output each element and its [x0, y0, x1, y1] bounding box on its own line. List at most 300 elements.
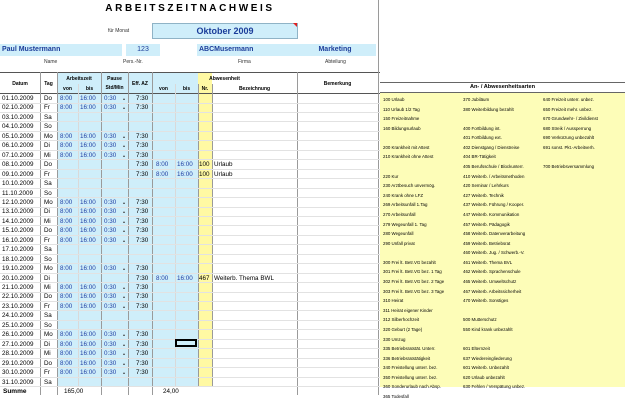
cell-bis[interactable]: 16:00 [80, 142, 96, 150]
cell-pause[interactable]: 0:30 [104, 350, 117, 358]
absence-type-item: 301 Frei lt. Betr.VG bez. 1 Tag [383, 269, 442, 275]
cell-eff[interactable]: 7:30 [136, 293, 149, 301]
cell-eff[interactable]: 7:30 [136, 369, 149, 377]
cell-pause[interactable]: 0:30 [104, 265, 117, 273]
absence-type-item: 465 Weiterb. Umweltschutz [463, 279, 517, 285]
cell-von[interactable]: 8:00 [60, 350, 73, 358]
table-row [0, 217, 380, 226]
col-header-bemerkung: Bemerkung [323, 81, 352, 87]
absence-type-item: 700 Betriebsversammlung [543, 164, 595, 170]
table-row [0, 292, 380, 301]
absence-type-item: 420 Seminar / Lehrkurs [463, 183, 509, 189]
cell-day: So [44, 189, 52, 197]
summe-label: Summe [3, 388, 27, 395]
cell-abis[interactable]: 16:00 [177, 274, 193, 282]
table-row [0, 311, 380, 320]
page-title: ARBEITSZEITNACHWEIS [105, 3, 275, 14]
pers-nr-field[interactable]: 123 [126, 44, 160, 56]
cell-nr[interactable]: 100 [199, 161, 210, 169]
table-row [0, 274, 380, 283]
table-row [0, 160, 380, 169]
cell-day: Mi [44, 217, 51, 225]
cell-date: 29.10.2009 [2, 359, 34, 367]
cell-day: Di [44, 142, 50, 150]
absence-type-item: 470 Weiterb. Sonstiges [463, 298, 509, 304]
cell-day: Mo [44, 331, 53, 339]
absence-type-item: 210 Krankheit ohne Attest [383, 154, 434, 160]
department-field[interactable]: Marketing [294, 44, 376, 56]
cell-day: Sa [44, 180, 52, 188]
col-header-pause-unit: Std/Min [105, 85, 124, 91]
table-row [0, 122, 380, 131]
absence-type-item: 620 Urlaub unbezahlt [463, 374, 505, 380]
absence-type-item: 350 Freistellung unterr. bez. [383, 374, 438, 380]
absence-type-item: 335 Betriebsratstät. Unterr. [383, 346, 436, 352]
cell-von[interactable]: 8:00 [60, 217, 73, 225]
cell-von[interactable]: 8:00 [60, 359, 73, 367]
month-label: für Monat [108, 28, 130, 34]
table-row [0, 170, 380, 179]
cell-pause[interactable]: 0:30 [104, 217, 117, 225]
cell-pause[interactable]: 0:30 [104, 132, 117, 140]
cell-day: Mi [44, 151, 51, 159]
cell-eff[interactable]: 7:30 [136, 350, 149, 358]
absence-type-item: 680 Streik / Aussperrung [543, 125, 592, 131]
col-header-abw-bis: bis [182, 86, 191, 92]
summe-abwesenheit: 24,00 [163, 388, 179, 395]
cell-date: 14.10.2009 [2, 217, 34, 225]
cell-von[interactable]: 8:00 [60, 198, 73, 206]
row-separator [0, 386, 380, 387]
absence-type-item: 230 Arztbesuch unvermög. [383, 183, 436, 189]
cell-day: Sa [44, 113, 52, 121]
cell-bis[interactable]: 16:00 [80, 265, 96, 273]
cell-day: So [44, 255, 52, 263]
absence-type-item: 467 Weiterb. Arbeitssicherheit [463, 288, 522, 294]
col-header-bezeichnung: Bezeichnung [238, 86, 271, 92]
table-row [0, 255, 380, 264]
absence-type-item [383, 248, 453, 258]
cell-eff[interactable]: 7:30 [136, 170, 149, 178]
cell-date: 24.10.2009 [2, 312, 34, 320]
col-header-tag: Tag [44, 81, 53, 87]
cell-date: 11.10.2009 [2, 189, 34, 197]
cell-date: 28.10.2009 [2, 350, 34, 358]
cell-day: Do [44, 293, 53, 301]
absence-type-item: 340 Freistellung unterr. bez. [383, 365, 438, 371]
cell-bis[interactable]: 16:00 [80, 359, 96, 367]
cell-von[interactable]: 8:00 [60, 340, 73, 348]
absence-type-item: 500 Mutterschutz [463, 317, 497, 323]
cell-von[interactable]: 8:00 [60, 293, 73, 301]
absence-type-item: 110 Urlaub 1/2 Tag [383, 106, 420, 112]
cell-bez[interactable]: Urlaub [214, 170, 233, 178]
spin-arrow-icon[interactable]: ▴ [123, 285, 126, 290]
absence-type-item [383, 162, 453, 172]
absence-type-item: 405 Berufsschule / Blockunterr. [463, 164, 524, 170]
cell-day: Mi [44, 350, 51, 358]
absence-type-item: 462 Weiterb. Sprachenschule [463, 269, 521, 275]
table-row [0, 359, 380, 368]
cell-day: Sa [44, 378, 52, 386]
cell-pause[interactable]: 0:30 [104, 302, 117, 310]
absence-type-item: 437 Weiterb. Führung / Kooper. [463, 202, 525, 208]
cell-day: Di [44, 340, 50, 348]
cell-von[interactable]: 8:00 [60, 265, 73, 273]
cell-day: Fr [44, 170, 50, 178]
cell-day: So [44, 321, 52, 329]
cell-day: Mo [44, 198, 53, 206]
spin-arrow-icon[interactable]: ▴ [123, 199, 126, 205]
cell-date: 02.10.2009 [2, 104, 34, 112]
cell-pause[interactable]: 0:30 [104, 340, 117, 348]
cell-bis[interactable]: 16:00 [80, 208, 96, 216]
cell-day: Fr [44, 236, 50, 244]
cell-von[interactable]: 8:00 [60, 95, 73, 102]
cell-bis[interactable]: 16:00 [80, 350, 96, 358]
cell-eff[interactable]: 7:30 [136, 340, 149, 348]
cell-day: Fr [44, 302, 50, 310]
table-row [0, 198, 380, 207]
spin-arrow-icon[interactable]: ▴ [123, 294, 126, 300]
absence-type-item: 336 Betriebsratstätigkeit [383, 355, 431, 361]
table-row [0, 264, 380, 273]
absence-type-item: 461 Weiterb. Thema BVL [463, 259, 513, 265]
cell-pause[interactable]: 0:30 [104, 151, 117, 159]
cell-date: 23.10.2009 [2, 302, 34, 310]
col-header-bis: bis [85, 86, 94, 92]
cell-von[interactable]: 8:00 [60, 236, 73, 244]
col-header-arbeitszeit: Arbeitszeit [66, 76, 92, 82]
cell-date: 25.10.2009 [2, 321, 34, 329]
spin-arrow-icon[interactable]: ▴ [123, 133, 126, 139]
absence-type-item: 220 Kur [383, 173, 399, 179]
cell-nr[interactable]: 467 [199, 274, 210, 282]
absence-type-item: 300 Frei lt. Betr.VG bezahlt [383, 259, 436, 265]
cell-date: 05.10.2009 [2, 132, 34, 140]
table-row [0, 321, 380, 330]
absence-type-item [463, 335, 543, 345]
cell-date: 06.10.2009 [2, 142, 34, 150]
cell-bis[interactable]: 16:00 [80, 369, 96, 377]
absence-type-item: 404 BR-Tätigkeit [463, 154, 496, 160]
absence-type-item: 410 Weiterb. / Arbeitsmethoden [463, 173, 525, 179]
cell-pause[interactable]: 0:30 [104, 95, 117, 102]
table-row [0, 226, 380, 235]
table-row [0, 378, 380, 387]
col-header-von: von [63, 86, 72, 92]
cell-pause[interactable]: 0:30 [104, 208, 117, 216]
spin-arrow-icon[interactable]: ▴ [123, 370, 126, 376]
absence-type-item [383, 133, 453, 143]
cell-von[interactable]: 8:00 [60, 284, 73, 291]
col-header-eff-az: Eff. AZ [132, 81, 148, 87]
absence-type-item: 370 Jubiläum [463, 97, 490, 102]
absence-type-item: 240 Krank ohne LFZ [383, 192, 424, 198]
cell-bez[interactable]: Urlaub [214, 161, 233, 169]
spin-arrow-icon[interactable]: ▴ [123, 105, 126, 111]
absence-type-item [543, 152, 623, 162]
absence-type-item: 630 Fehlen / Verspätung unbez. [463, 384, 526, 390]
cell-von[interactable]: 8:00 [60, 227, 73, 235]
cell-pause[interactable]: 0:30 [104, 142, 117, 150]
absence-type-item: 160 Bildungsurlaub [383, 125, 421, 131]
spin-arrow-icon[interactable]: ▴ [123, 152, 126, 158]
absence-type-item: 330 Umzug [383, 336, 406, 342]
cell-eff[interactable]: 7:30 [136, 217, 149, 225]
spin-arrow-icon[interactable]: ▴ [123, 96, 126, 101]
department-label: Abteilung [325, 59, 346, 65]
absence-type-item: 320 Geburt (2 Tage) [383, 326, 423, 332]
absence-type-item: 670 Grundwehr- / Zivildienst [543, 116, 598, 122]
absence-type-item: 279 Wegeunfall 1. Tag [383, 221, 427, 227]
cell-date: 12.10.2009 [2, 198, 34, 206]
table-row [0, 349, 380, 358]
absence-type-item [463, 114, 543, 124]
absence-type-item: 360 Sonderurlaub nach Absp. [383, 384, 441, 390]
absence-type-item: 290 Unfall privat [383, 240, 415, 246]
cell-eff[interactable]: 7:30 [136, 95, 149, 102]
cell-date: 07.10.2009 [2, 151, 34, 159]
cell-day: Mo [44, 132, 53, 140]
cell-bis[interactable]: 16:00 [80, 227, 96, 235]
cell-eff[interactable]: 7:30 [136, 151, 149, 159]
cell-pause[interactable]: 0:30 [104, 236, 117, 244]
cell-von[interactable]: 8:00 [60, 142, 73, 150]
cell-date: 03.10.2009 [2, 113, 34, 121]
absence-type-item: 200 Krankheit mit Attest [383, 144, 430, 150]
cell-bis[interactable]: 16:00 [80, 302, 96, 310]
cell-date: 04.10.2009 [2, 123, 34, 131]
absence-type-item: 401 Fortbildung ext. [463, 135, 502, 141]
absence-type-item: 402 Dienstgang / Dienstreise [463, 144, 520, 150]
cell-day: So [44, 123, 52, 131]
absence-type-item: 691 sonst. Pkt.-Arbeitverh. [543, 144, 595, 150]
cell-date: 13.10.2009 [2, 208, 34, 216]
cell-avon[interactable]: 8:00 [156, 161, 169, 169]
table-row [0, 245, 380, 254]
cell-date: 01.10.2009 [2, 95, 34, 102]
table-row [0, 207, 380, 216]
cell-eff[interactable]: 7:30 [136, 236, 149, 244]
cell-bis[interactable]: 16:00 [80, 340, 96, 348]
absence-type-item: 457 Weiterb. Pädagogik [463, 221, 510, 227]
cell-pause[interactable]: 0:30 [104, 359, 117, 367]
spin-arrow-icon[interactable]: ▴ [123, 143, 126, 149]
cell-bis[interactable]: 16:00 [80, 132, 96, 140]
absence-type-item [463, 306, 543, 316]
cell-day: Di [44, 274, 50, 282]
absence-type-item: 460 Weiterb. Jug. / Schwerb.-V. [463, 250, 525, 256]
cell-day: Do [44, 95, 53, 102]
cell-day: Do [44, 227, 53, 235]
cell-eff[interactable]: 7:30 [136, 359, 149, 367]
col-header-datum: Datum [12, 81, 28, 87]
absence-type-item: 637 Wiedereingliederung [463, 355, 512, 361]
spin-arrow-icon[interactable]: ▴ [123, 266, 126, 272]
absence-type-item: 302 Frei lt. Betr.VG bez. 2 Tage [383, 279, 445, 285]
employee-name-field[interactable]: Paul Mustermann [0, 44, 122, 56]
table-row [0, 189, 380, 198]
cell-date: 26.10.2009 [2, 331, 34, 339]
cell-eff[interactable]: 7:30 [136, 265, 149, 273]
cell-eff[interactable]: 7:30 [136, 161, 149, 169]
cell-bis[interactable]: 16:00 [80, 284, 96, 291]
comment-indicator-icon [293, 23, 297, 27]
absence-type-item: 310 Heirat [383, 298, 404, 304]
cell-eff[interactable]: 7:30 [136, 284, 149, 291]
name-label: Name [44, 59, 58, 65]
absence-type-item: 311 Heirat eigener Kinder [383, 307, 433, 313]
table-row [0, 368, 380, 377]
table-row [0, 141, 380, 150]
absence-type-item: 601 Weiterb. Unbezahlt [463, 365, 509, 371]
cell-date: 18.10.2009 [2, 255, 34, 263]
cell-date: 09.10.2009 [2, 170, 34, 178]
table-row [0, 179, 380, 188]
absence-type-item: 150 Freizeitnahme [383, 116, 420, 122]
spin-arrow-icon[interactable]: ▴ [123, 332, 126, 338]
cell-nr[interactable]: 100 [199, 170, 210, 178]
absence-type-item: 100 Urlaub [383, 97, 405, 102]
cell-pause[interactable]: 0:30 [104, 331, 117, 339]
table-row [0, 330, 380, 339]
absence-type-item: 447 Weiterb. Kommunikation [463, 211, 520, 217]
absence-type-item: 365 Todesfall [383, 393, 409, 399]
cell-abis[interactable]: 16:00 [177, 170, 193, 178]
cell-eff[interactable]: 7:30 [136, 302, 149, 310]
cell-eff[interactable]: 7:30 [136, 208, 149, 216]
cell-abis[interactable]: 16:00 [177, 161, 193, 169]
cell-von[interactable]: 8:00 [60, 369, 73, 377]
cell-bis[interactable]: 16:00 [80, 151, 96, 159]
table-row [0, 302, 380, 311]
cell-pause[interactable]: 0:30 [104, 104, 117, 112]
cell-von[interactable]: 8:00 [60, 208, 73, 216]
spin-arrow-icon[interactable]: ▴ [123, 360, 126, 366]
firm-label: Firma [238, 59, 251, 65]
cell-day: Do [44, 359, 53, 367]
cell-date: 27.10.2009 [2, 340, 34, 348]
absence-type-item: 269 Arbeitsunfall 1.Tag [383, 202, 428, 208]
cell-day: Di [44, 208, 50, 216]
cell-avon[interactable]: 8:00 [156, 274, 169, 282]
cell-date: 31.10.2009 [2, 378, 34, 386]
pers-nr-label: Pers.-Nr. [123, 59, 143, 65]
spin-arrow-icon[interactable]: ▴ [123, 303, 126, 309]
cell-bis[interactable]: 16:00 [80, 95, 96, 102]
col-header-abw-von: von [159, 86, 168, 92]
absence-type-item: 550 Kind krank unbezahlt [463, 326, 513, 332]
cell-day: Do [44, 161, 53, 169]
cell-pause[interactable]: 0:30 [104, 369, 117, 377]
absence-type-item: 640 Freizeit unterr. unbez. [543, 97, 595, 102]
cell-day: Fr [44, 104, 50, 112]
cell-date: 08.10.2009 [2, 161, 34, 169]
table-row [0, 113, 380, 122]
cell-eff[interactable]: 7:30 [136, 142, 149, 150]
absence-type-item: 312 Silberhochzeit [383, 317, 420, 323]
cell-day: Mo [44, 265, 53, 273]
col-header-abwesenheit: Abwesenheit [209, 76, 240, 82]
selected-cell[interactable] [175, 339, 197, 347]
cell-pause[interactable]: 0:30 [104, 227, 117, 235]
cell-von[interactable]: 8:00 [60, 151, 73, 159]
cell-date: 30.10.2009 [2, 369, 34, 377]
absence-type-item: 427 Weiterb. Technik [463, 192, 504, 198]
spin-arrow-icon[interactable]: ▴ [123, 218, 126, 224]
cell-eff[interactable]: 7:30 [136, 198, 149, 206]
cell-von[interactable]: 8:00 [60, 302, 73, 310]
absence-type-item: 601 Elternzeit [463, 346, 490, 352]
table-row [0, 132, 380, 141]
cell-date: 20.10.2009 [2, 274, 34, 282]
firm-field[interactable]: ABCMusermann [197, 44, 294, 56]
cell-day: Sa [44, 246, 52, 254]
absence-type-item: 650 Freizeit mehr. unbez. [543, 106, 593, 112]
spin-arrow-icon[interactable]: ▴ [123, 341, 126, 347]
cell-bis[interactable]: 16:00 [80, 331, 96, 339]
cell-eff[interactable]: 7:30 [136, 132, 149, 140]
cell-bis[interactable]: 16:00 [80, 104, 96, 112]
cell-eff[interactable]: 7:30 [136, 331, 149, 339]
cell-bez[interactable]: Weiterb. Thema BWL [214, 274, 274, 282]
spin-arrow-icon[interactable]: ▴ [123, 228, 126, 234]
cell-pause[interactable]: 0:30 [104, 293, 117, 301]
cell-eff[interactable]: 7:30 [136, 227, 149, 235]
cell-pause[interactable]: 0:30 [104, 198, 117, 206]
table-row [0, 94, 380, 103]
cell-von[interactable]: 8:00 [60, 104, 73, 112]
absence-type-item: 303 Frei lt. Betr.VG bez. 3 Tage [383, 288, 445, 294]
cell-pause[interactable]: 0:30 [104, 284, 117, 291]
col-header-pause: Pause [107, 76, 122, 82]
spin-arrow-icon[interactable]: ▴ [123, 209, 126, 215]
cell-bis[interactable]: 16:00 [80, 217, 96, 225]
cell-bis[interactable]: 16:00 [80, 293, 96, 301]
cell-date: 21.10.2009 [2, 284, 34, 291]
legend-title: An- / Abwesenheitsarten [469, 84, 536, 90]
cell-avon[interactable]: 8:00 [156, 170, 169, 178]
cell-von[interactable]: 8:00 [60, 331, 73, 339]
spin-arrow-icon[interactable]: ▴ [123, 237, 126, 243]
cell-day: Sa [44, 312, 52, 320]
cell-day: Mi [44, 284, 51, 291]
spin-arrow-icon[interactable]: ▴ [123, 351, 126, 357]
cell-eff[interactable]: 7:30 [136, 104, 149, 112]
cell-date: 22.10.2009 [2, 293, 34, 301]
cell-date: 16.10.2009 [2, 236, 34, 244]
table-row [0, 103, 380, 112]
month-field[interactable]: Oktober 2009 [152, 23, 298, 39]
cell-date: 15.10.2009 [2, 227, 34, 235]
col-header-nr: Nr. [201, 86, 209, 92]
cell-day: Fr [44, 369, 50, 377]
cell-bis[interactable]: 16:00 [80, 198, 96, 206]
cell-bis[interactable]: 16:00 [80, 236, 96, 244]
absence-type-item: 458 Weiterb. Datenverarbeitung [463, 231, 526, 237]
cell-von[interactable]: 8:00 [60, 132, 73, 140]
table-row [0, 151, 380, 160]
absence-type-item: 400 Fortbildung int. [463, 125, 501, 131]
table-row [0, 283, 380, 292]
summe-arbeitszeit: 165,00 [64, 388, 84, 395]
absence-type-item: 459 Weiterb. Betriebsrat [463, 240, 511, 246]
cell-date: 19.10.2009 [2, 265, 34, 273]
cell-eff[interactable]: 7:30 [136, 274, 149, 282]
cell-date: 17.10.2009 [2, 246, 34, 254]
absence-type-item: 270 Arbeitsunfall [383, 211, 416, 217]
